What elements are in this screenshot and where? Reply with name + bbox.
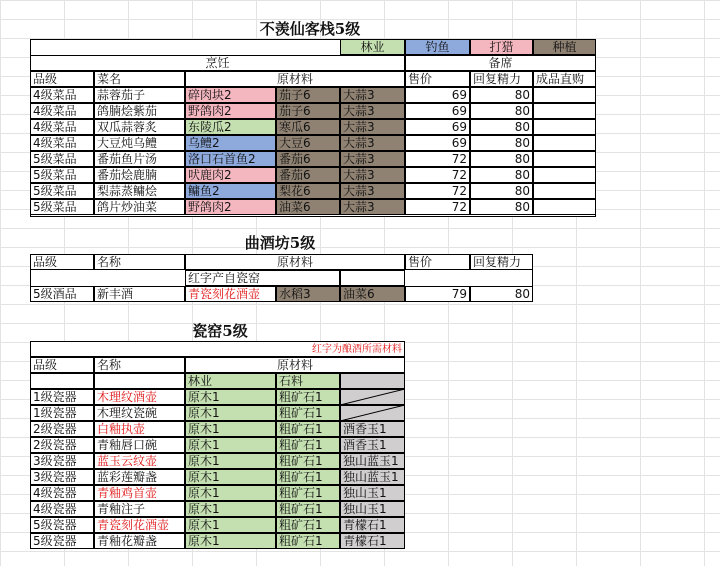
inn-grade: 5级菜品	[30, 183, 94, 199]
winery-note: 红字产自瓷窑	[185, 270, 340, 286]
kiln-material-2: 粗矿石1	[276, 533, 340, 549]
inn-material-3: 大蒜3	[340, 183, 405, 199]
inn-direct-buy	[533, 199, 596, 215]
winery-header-grade: 品级	[30, 254, 94, 270]
inn-dish-name: 番茄烩鹿腩	[94, 167, 185, 183]
section-banquet: 备席	[405, 55, 596, 71]
inn-material-1: 野鸽肉2	[185, 199, 276, 215]
inn-material-3: 大蒜3	[340, 135, 405, 151]
kiln-material-2: 粗矿石1	[276, 437, 340, 453]
inn-grade: 4级菜品	[30, 87, 94, 103]
kiln-material-2: 粗矿石1	[276, 389, 340, 405]
winery-energy: 80	[470, 286, 533, 302]
inn-direct-buy	[533, 87, 596, 103]
inn-material-2: 梨花6	[276, 183, 340, 199]
inn-material-2: 番茄6	[276, 167, 340, 183]
kiln-header-grade: 品级	[30, 357, 94, 373]
kiln-material-1: 原木1	[185, 517, 276, 533]
inn-energy: 80	[470, 183, 533, 199]
winery-material-1: 青瓷刻花酒壶	[185, 286, 276, 302]
inn-direct-buy	[533, 151, 596, 167]
kiln-grade: 1级瓷器	[30, 389, 94, 405]
inn-energy: 80	[470, 103, 533, 119]
section-cooking: 烹饪	[30, 55, 405, 71]
winery-title: 曲酒坊5级	[244, 234, 316, 252]
kiln-material-1: 原木1	[185, 469, 276, 485]
kiln-grade: 3级瓷器	[30, 453, 94, 469]
winery-grade: 5级酒品	[30, 286, 94, 302]
header-direct-buy: 成品直购	[533, 71, 596, 87]
kiln-material-3: 独山蓝玉1	[340, 469, 405, 485]
inn-direct-buy	[533, 183, 596, 199]
inn-price: 69	[405, 119, 470, 135]
kiln-item-name: 蓝彩莲瓣盏	[94, 469, 185, 485]
kiln-material-2: 粗矿石1	[276, 421, 340, 437]
inn-price: 72	[405, 199, 470, 215]
inn-price: 69	[405, 87, 470, 103]
kiln-material-2: 粗矿石1	[276, 453, 340, 469]
winery-material-2: 水稻3	[276, 286, 340, 302]
kiln-grade: 2级瓷器	[30, 421, 94, 437]
winery-name: 新丰酒	[94, 286, 185, 302]
inn-material-1: 洛口石首鱼2	[185, 151, 276, 167]
inn-price: 72	[405, 183, 470, 199]
kiln-material-3: 青檬石1	[340, 533, 405, 549]
header-energy: 回复精力	[470, 71, 533, 87]
kiln-note: 红字为酿酒所需材料	[30, 341, 405, 357]
kiln-item-name: 蓝玉云纹壶	[94, 453, 185, 469]
inn-price: 72	[405, 167, 470, 183]
inn-price: 72	[405, 151, 470, 167]
kiln-grade: 4级瓷器	[30, 501, 94, 517]
kiln-item-name: 木理纹瓷碗	[94, 405, 185, 421]
inn-material-1: 鳙鱼2	[185, 183, 276, 199]
inn-material-2: 寒瓜6	[276, 119, 340, 135]
header-dish: 菜名	[94, 71, 185, 87]
kiln-material-2: 粗矿石1	[276, 485, 340, 501]
kiln-material-1: 原木1	[185, 501, 276, 517]
inn-material-2: 番茄6	[276, 151, 340, 167]
kiln-material-2: 粗矿石1	[276, 405, 340, 421]
inn-energy: 80	[470, 199, 533, 215]
winery-note-blank	[340, 270, 405, 286]
kiln-material-3: 酒香玉1	[340, 421, 405, 437]
inn-direct-buy	[533, 119, 596, 135]
kiln-material-3: 独山蓝玉1	[340, 453, 405, 469]
inn-material-1: 乌鳢2	[185, 135, 276, 151]
inn-grade: 5级菜品	[30, 199, 94, 215]
kiln-item-name: 青釉鸡首壶	[94, 485, 185, 501]
kiln-material-1: 原木1	[185, 389, 276, 405]
kiln-material-2: 粗矿石1	[276, 517, 340, 533]
inn-material-3: 大蒜3	[340, 103, 405, 119]
kiln-material-1: 原木1	[185, 437, 276, 453]
inn-material-3: 大蒜3	[340, 87, 405, 103]
inn-material-2: 茄子6	[276, 103, 340, 119]
inn-material-3: 大蒜3	[340, 151, 405, 167]
inn-material-3: 大蒜3	[340, 119, 405, 135]
kiln-grade: 2级瓷器	[30, 437, 94, 453]
kiln-material-1: 原木1	[185, 533, 276, 549]
inn-material-3: 大蒜3	[340, 167, 405, 183]
inn-energy: 80	[470, 87, 533, 103]
inn-grade: 4级菜品	[30, 103, 94, 119]
inn-dish-name: 蒜蓉茄子	[94, 87, 185, 103]
inn-material-3: 大蒜3	[340, 199, 405, 215]
kiln-sub-forestry: 林业	[185, 373, 276, 389]
inn-price: 69	[405, 103, 470, 119]
winery-header-price: 售价	[405, 254, 470, 270]
kiln-material-3: 独山玉1	[340, 485, 405, 501]
kiln-sub-blank-1	[30, 373, 94, 389]
legend-farming: 种植	[533, 39, 596, 55]
kiln-grade: 5级瓷器	[30, 533, 94, 549]
kiln-item-name: 木理纹酒壶	[94, 389, 185, 405]
inn-material-1: 东陵瓜2	[185, 119, 276, 135]
header-price: 售价	[405, 71, 470, 87]
inn-material-2: 茄子6	[276, 87, 340, 103]
kiln-item-name: 青釉唇口碗	[94, 437, 185, 453]
kiln-material-3: 青檬石1	[340, 517, 405, 533]
kiln-grade: 4级瓷器	[30, 485, 94, 501]
inn-dish-name: 大豆炖乌鳢	[94, 135, 185, 151]
inn-dish-name: 番茄鱼片汤	[94, 151, 185, 167]
kiln-item-name: 白釉执壶	[94, 421, 185, 437]
kiln-title: 瓷窑5级	[192, 322, 248, 340]
header-grade: 品级	[30, 71, 94, 87]
inn-energy: 80	[470, 151, 533, 167]
inn-direct-buy	[533, 103, 596, 119]
kiln-header-name: 名称	[94, 357, 185, 373]
legend-hunting: 打猎	[470, 39, 533, 55]
winery-header-name: 名称	[94, 254, 185, 270]
kiln-grade: 1级瓷器	[30, 405, 94, 421]
inn-energy: 80	[470, 135, 533, 151]
winery-header-energy: 回复精力	[470, 254, 533, 270]
inn-grade: 4级菜品	[30, 135, 94, 151]
kiln-sub-blank-2	[94, 373, 185, 389]
winery-header-ingredients: 原材料	[185, 254, 405, 270]
inn-grade: 5级菜品	[30, 167, 94, 183]
inn-energy: 80	[470, 167, 533, 183]
inn-energy: 80	[470, 119, 533, 135]
kiln-item-name: 青釉注子	[94, 501, 185, 517]
kiln-material-1: 原木1	[185, 421, 276, 437]
inn-grade: 5级菜品	[30, 151, 94, 167]
kiln-item-name: 青釉花瓣盏	[94, 533, 185, 549]
inn-grade: 4级菜品	[30, 119, 94, 135]
inn-material-2: 油菜6	[276, 199, 340, 215]
inn-dish-name: 梨蒜蒸鳙烩	[94, 183, 185, 199]
kiln-material-3: 独山玉1	[340, 501, 405, 517]
inn-dish-name: 鸽腩烩紫茄	[94, 103, 185, 119]
kiln-empty-diagonals	[340, 389, 405, 421]
kiln-material-2: 粗矿石1	[276, 501, 340, 517]
inn-dish-name: 双瓜蒜蓉炙	[94, 119, 185, 135]
legend-fishing: 钓鱼	[405, 39, 470, 55]
kiln-material-1: 原木1	[185, 485, 276, 501]
inn-material-1: 吠鹿肉2	[185, 167, 276, 183]
kiln-header-ingredients: 原材料	[185, 357, 405, 373]
kiln-sub-blank-3	[340, 373, 405, 389]
inn-title: 不羡仙客栈5级	[259, 20, 361, 38]
header-ingredients: 原材料	[185, 71, 405, 87]
kiln-material-3: 酒香玉1	[340, 437, 405, 453]
winery-material-3: 油菜6	[340, 286, 405, 302]
kiln-grade: 3级瓷器	[30, 469, 94, 485]
kiln-grade: 5级瓷器	[30, 517, 94, 533]
legend-forestry: 林业	[340, 39, 405, 55]
inn-dish-name: 鸽片炒油菜	[94, 199, 185, 215]
kiln-material-2: 粗矿石1	[276, 469, 340, 485]
inn-direct-buy	[533, 135, 596, 151]
kiln-material-1: 原木1	[185, 453, 276, 469]
inn-material-2: 大豆6	[276, 135, 340, 151]
inn-material-1: 野鸽肉2	[185, 103, 276, 119]
kiln-sub-stone: 石料	[276, 373, 340, 389]
kiln-item-name: 青瓷刻花酒壶	[94, 517, 185, 533]
winery-price: 79	[405, 286, 470, 302]
inn-price: 69	[405, 135, 470, 151]
inn-material-1: 碎肉块2	[185, 87, 276, 103]
inn-direct-buy	[533, 167, 596, 183]
kiln-material-1: 原木1	[185, 405, 276, 421]
